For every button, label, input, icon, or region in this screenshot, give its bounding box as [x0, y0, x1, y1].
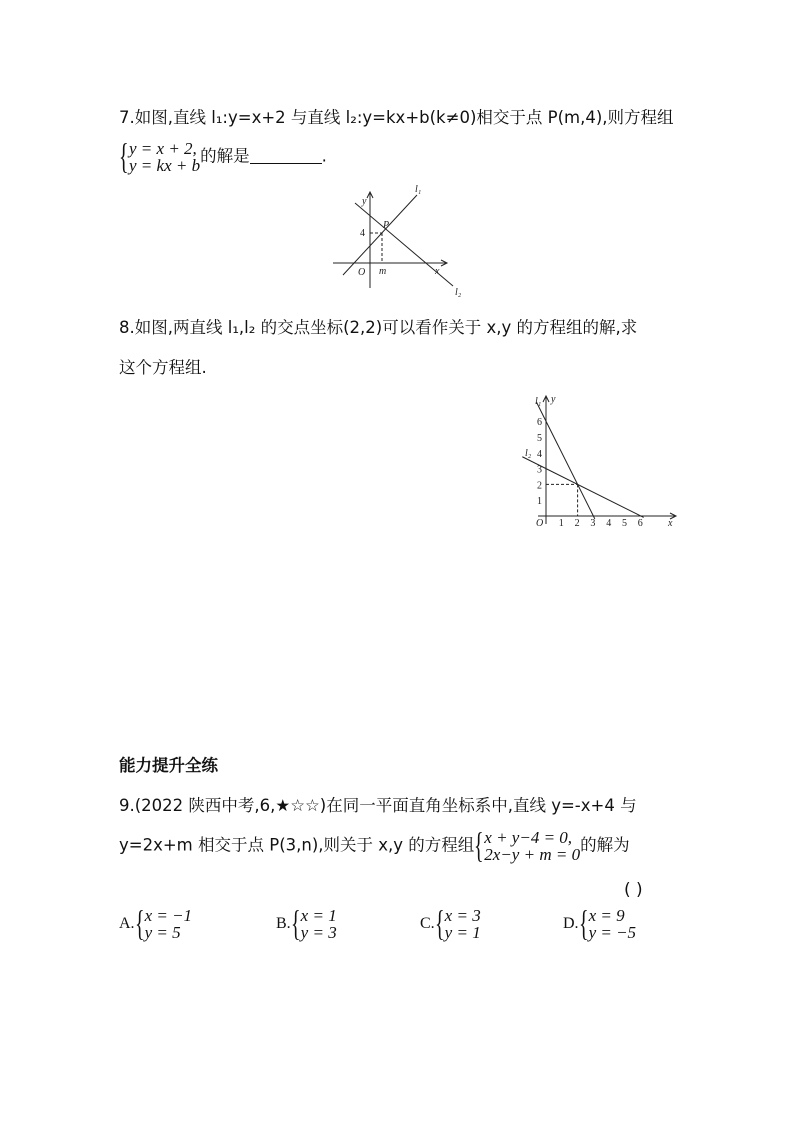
origin-label: O: [536, 518, 544, 529]
q7-origin-label: O: [358, 267, 366, 278]
x-tick-label: 2: [574, 518, 580, 529]
x-tick-label: 4: [606, 518, 612, 529]
option-label: D.: [563, 915, 579, 932]
q9-option-c[interactable]: [420, 903, 481, 943]
q9-line2-post: 的解为: [580, 835, 630, 855]
option-system: [578, 903, 637, 943]
option-row1: x = 9: [588, 906, 625, 925]
option-system: [290, 903, 337, 943]
q7-answer-blank[interactable]: [250, 147, 322, 164]
line-l1: [537, 402, 595, 519]
option-label: B.: [276, 915, 291, 932]
option-label: C.: [420, 915, 435, 932]
q9-system-row2: 2x−y + m = 0: [484, 845, 581, 864]
q7-y-tick-4: 4: [360, 228, 365, 239]
q9-text-line1: 9.(2022 陕西中考,6,★☆☆)在同一平面直角坐标系中,直线 y=-x+4 与: [119, 796, 637, 815]
option-row1: x = −1: [144, 906, 193, 925]
y-tick-label: 2: [537, 480, 542, 492]
x-tick-label: 6: [637, 518, 643, 529]
brace-icon: {: [119, 136, 129, 176]
q8-chart: [520, 390, 685, 530]
q9-equation-system: [474, 825, 581, 865]
q7-x-label: x: [435, 266, 440, 277]
series-label-l2: l₂: [525, 448, 532, 459]
q7-point-p-label: P: [383, 220, 390, 231]
y-tick-label: 1: [537, 496, 542, 508]
option-system: [134, 903, 193, 943]
y-axis-label: y: [551, 394, 556, 405]
q9-line2-pre: y=2x+m 相交于点 P(3,n),则关于 x,y 的方程组: [119, 835, 475, 855]
q9-option-d[interactable]: [563, 903, 637, 943]
x-tick-label: 1: [558, 518, 564, 529]
y-tick-label: 3: [537, 464, 542, 476]
brace-icon: {: [578, 903, 589, 943]
x-tick-label: 3: [590, 518, 596, 529]
q7-x-tick-m: m: [379, 266, 387, 277]
option-row1: x = 3: [444, 906, 481, 925]
option-row1: x = 1: [300, 906, 337, 925]
series-label-l1: l₁: [535, 396, 542, 407]
x-tick-label: 5: [622, 518, 627, 529]
q7-l1-label: l₁: [415, 184, 422, 195]
q9-system-row1: x + y−4 = 0,: [484, 828, 573, 847]
option-row2: y = −5: [588, 923, 637, 942]
q7-l2-label: l₂: [455, 287, 462, 298]
q9-answer-parentheses[interactable]: ( ): [624, 880, 643, 900]
y-tick-label: 4: [537, 448, 542, 460]
option-row2: y = 5: [144, 923, 181, 942]
option-row2: y = 1: [444, 923, 481, 942]
section-heading: 能力提升全练: [119, 756, 218, 775]
y-tick-label: 5: [537, 433, 542, 444]
q9-option-b[interactable]: [276, 903, 337, 943]
x-axis-label: x: [668, 518, 673, 529]
q7-y-label: y: [362, 196, 367, 207]
option-label: A.: [119, 915, 135, 932]
brace-icon: {: [134, 903, 145, 943]
brace-icon: {: [434, 903, 445, 943]
q8-text-line1: 8.如图,两直线 l₁,l₂ 的交点坐标(2,2)可以看作关于 x,y 的方程组的解,求: [119, 318, 638, 337]
q8-text-line2: 这个方程组.: [119, 358, 207, 377]
y-tick-label: 6: [537, 417, 542, 429]
option-row2: y = 3: [300, 923, 337, 942]
q9-text-line2: [119, 825, 630, 865]
q7-end-period: .: [321, 146, 327, 166]
q7-equation-system: [119, 136, 201, 176]
option-system: [434, 903, 481, 943]
brace-icon: {: [474, 825, 484, 865]
q9-option-a[interactable]: [119, 903, 193, 943]
q7-text-line1: 7.如图,直线 l₁:y=x+2 与直线 l₂:y=kx+b(k≠0)相交于点 P(m,4),则方程组: [119, 108, 674, 127]
q7-figure: [325, 178, 475, 303]
brace-icon: {: [290, 903, 301, 943]
q7-system-row1: y = x + 2,: [129, 139, 197, 158]
q7-text-line2: [119, 136, 327, 176]
q7-system-row2: y = kx + b: [129, 156, 201, 175]
q7-tail-text: 的解是: [200, 146, 250, 166]
